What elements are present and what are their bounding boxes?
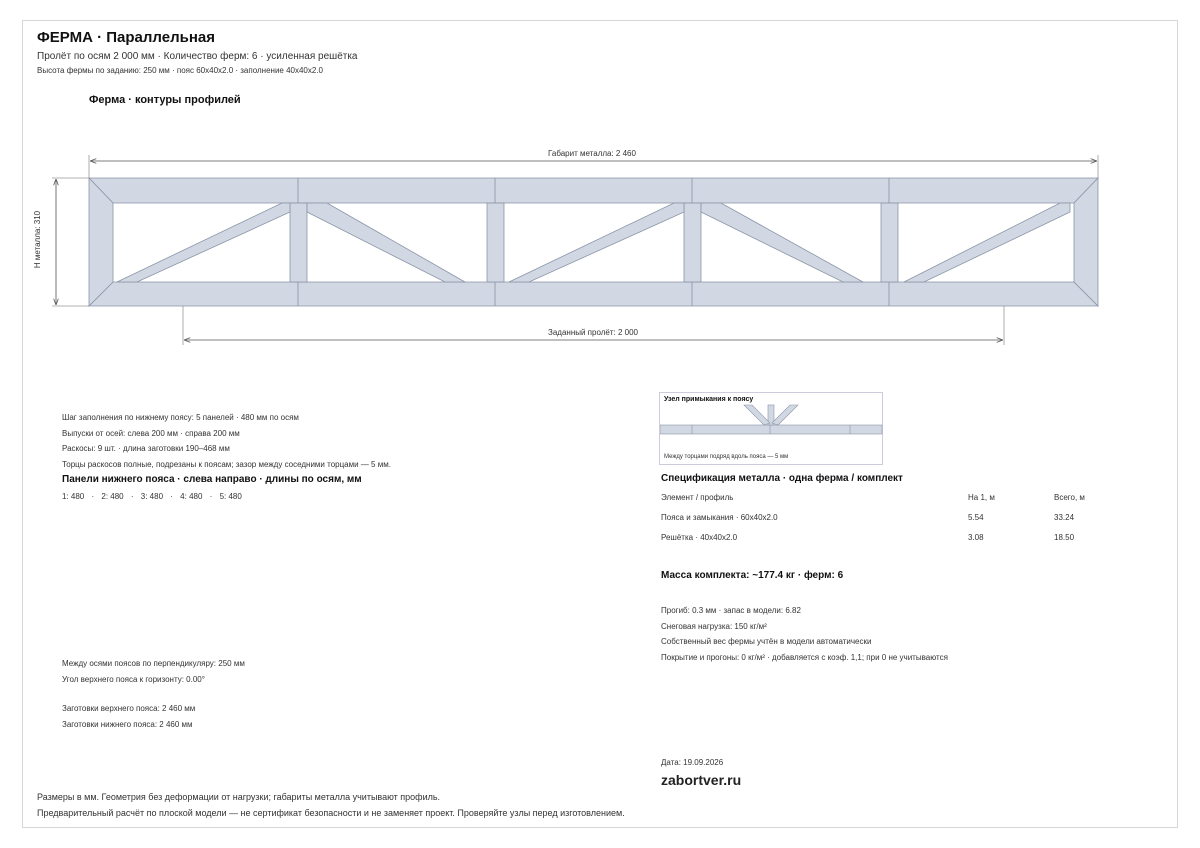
panel-item: 3: 480 [140,492,164,501]
span-dimension [183,306,1004,345]
span-dimension-label: Заданный пролёт: 2 000 [545,328,641,337]
diagonal-5 [904,203,1070,282]
params-line: Раскосы: 9 шт. · длина заготовки 190–468 мм [62,444,230,453]
spec-row-per-one: 5.54 [968,513,984,522]
panel-item: 5: 480 [219,492,242,501]
panels-list: 1: 480 · 2: 480 · 3: 480 · 4: 480 · 5: 480 [62,492,242,501]
footer-disclaimer: Предварительный расчёт по плоской модели — не сертификат безопасности и не заменяет проект. Проверяйте узлы перед изготовлением. [37,808,625,818]
blanks-block [62,701,195,732]
calc-line: Прогиб: 0.3 мм · запас в модели: 6.82 [661,606,801,615]
diagonal-2 [307,203,465,282]
blank-line: Заготовки нижнего пояса: 2 460 мм [62,719,193,729]
calc-line: Покрытие и прогоны: 0 кг/м² · добавляется с коэф. 1,1; при 0 не учитываются [661,652,948,662]
params-line: Выпуски от осей: слева 200 мм · справа 200 мм [62,428,240,438]
spec-row-element: Пояса и замыкания · 60x40x2.0 [661,513,778,522]
spec-row-element: Решётка · 40x40x2.0 [661,533,738,542]
vertical-2 [487,203,504,282]
bottom-chord [89,282,1098,306]
geometry-line: Угол верхнего пояса к горизонту: 0.00° [62,674,205,684]
brand-logo-text: zabortver.ru [661,772,742,788]
geometry-line: Между осями поясов по перпендикуляру: 250 мм [62,659,245,668]
diagonal-4 [701,203,863,282]
overall-dimension-label: Габарит металла: 2 460 [545,149,639,158]
footer-note: Размеры в мм. Геометрия без деформации от нагрузки; габариты металла учитывают профиль. [37,792,441,802]
document-info: Высота фермы по заданию: 250 мм · пояс 60x40x2.0 · заполнение 40x40x2.0 [37,66,323,75]
height-dimension [52,178,89,306]
panel-item: 4: 480 [180,492,203,501]
vertical-1 [290,203,307,282]
top-chord [89,178,1098,203]
calc-block [661,603,948,665]
diagonal-3 [509,203,684,282]
params-line: Торцы раскосов полные, подрезаны к поясам; зазор между соседними торцами — 5 мм. [62,459,391,469]
panel-item: 1: 480 [62,492,85,501]
diagonal-1 [117,203,290,282]
document-date: Дата: 19.09.2026 [661,758,724,767]
panel-item: 2: 480 [101,492,124,501]
vertical-3 [684,203,701,282]
spec-title: Спецификация металла · одна ферма / комплект [661,473,903,484]
calc-line: Снеговая нагрузка: 150 кг/м² [661,621,767,631]
spec-header-total: Всего, м [1054,493,1085,502]
spec-header-element: Элемент / профиль [661,493,734,502]
panels-title: Панели нижнего пояса · слева направо · длины по осям, мм [62,474,362,485]
document-subtitle: Пролёт по осям 2 000 мм · Количество ферм: 6 · усиленная решётка [37,51,358,62]
document-title: ФЕРМА · Параллельная [37,29,216,46]
params-block [62,410,391,472]
node-detail-title: Узел примыкания к поясу [664,396,754,403]
params-line: Шаг заполнения по нижнему поясу: 5 панелей · 480 мм по осям [62,413,299,422]
spec-mass: Масса комплекта: ~177.4 кг · ферм: 6 [661,570,844,581]
spec-row-total: 33.24 [1054,513,1075,522]
overall-dimension [89,155,1098,178]
spec-row-total: 18.50 [1054,533,1075,542]
calc-line: Собственный вес фермы учтён в модели автоматически [661,637,872,646]
geometry-block [62,656,245,687]
node-detail-note: Между торцами подряд вдоль пояса — 5 мм [664,454,789,460]
vertical-4 [881,203,898,282]
spec-row-per-one: 3.08 [968,533,984,542]
spec-header-per-one: На 1, м [968,493,995,502]
height-dimension-label: H металла: 310 [33,208,42,271]
node-detail-panel [659,392,883,465]
blank-line: Заготовки верхнего пояса: 2 460 мм [62,704,196,713]
drawing-title: Ферма · контуры профилей [89,94,241,106]
